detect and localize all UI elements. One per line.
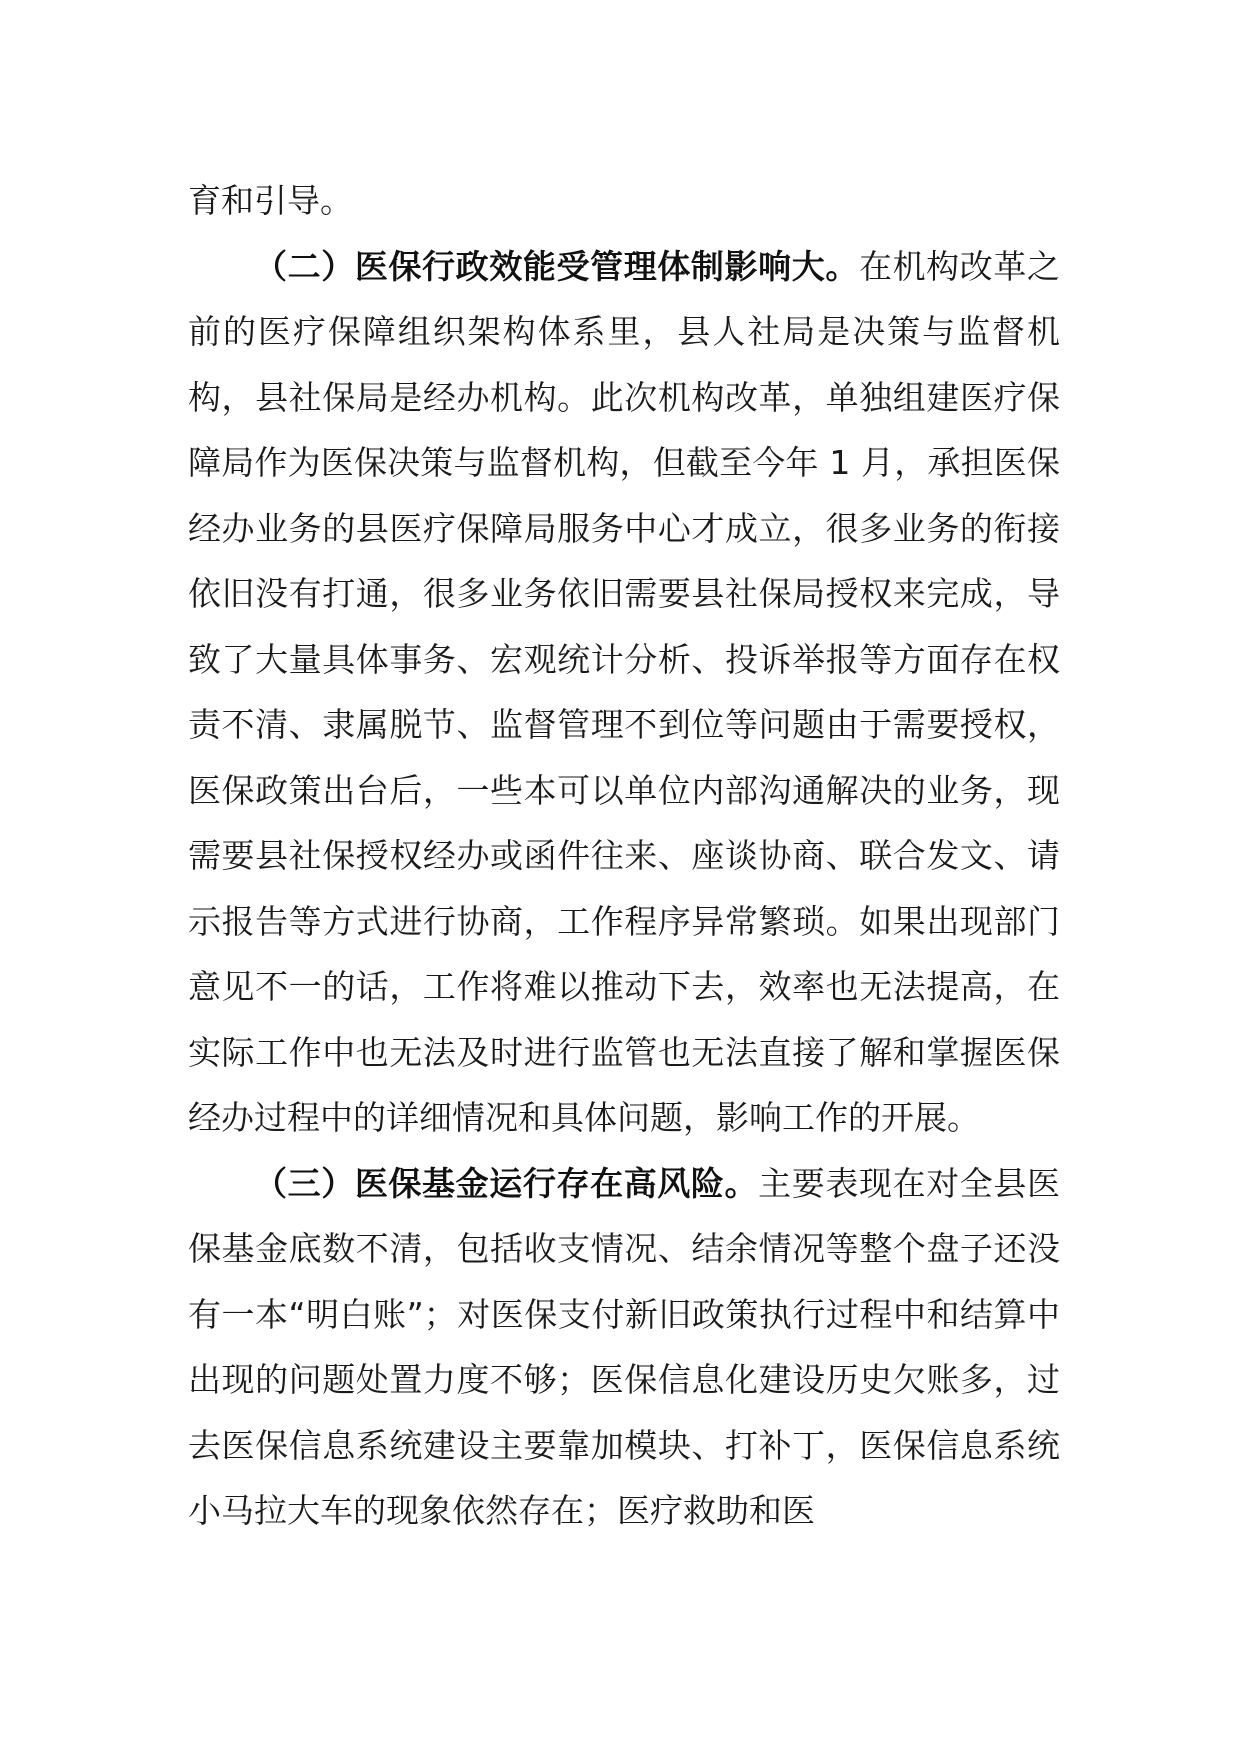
section-3-heading: （三）医保基金运行存在高风险。 xyxy=(254,1163,759,1203)
section-2-heading: （二）医保行政效能受管理体制影响大。 xyxy=(254,246,859,286)
section-3-body: 主要表现在对全县医保基金底数不清，包括收支情况、结余情况等整个盘子还没有一本“明白账”；对医保支付新旧政策执行过程中和结算中出现的问题处置力度不够；医保信息化建设历史欠账多，过去医保信息系统建设主要靠加模块、打补丁，医保信息系统小马拉大车的现象依然存在；医疗救助和医 xyxy=(188,1163,1061,1530)
paragraph-section-3 xyxy=(188,1151,1060,1544)
paragraph-continuation: 育和引导。 xyxy=(188,181,353,220)
document-body xyxy=(188,168,1060,1544)
paragraph-section-2 xyxy=(188,234,1060,1151)
section-2-body: 在机构改革之前的医疗保障组织架构体系里，县人社局是决策与监督机构，县社保局是经办机构。此次机构改革，单独组建医疗保障局作为医保决策与监督机构，但截至今年 1 月，承担医保经办业务的县医疗保障局服务中心才成立，很多业务的衔接依旧没有打通，很多业务依旧需要县社保局授权来完成，导致了大量具体事务、宏观统计分析、投诉举报等方面存在权责不清、隶属脱节、监督管理不到位等问题由于需要授权，医保政策出台后，一些本可以单位内部沟通解决的业务，现需要县社保授权经办或函件往来、座谈协商、联合发文、请示报告等方式进行协商，工作程序异常繁琐。如果出现部门意见不一的话，工作将难以推动下去，效率也无法提高，在实际工作中也无法及时进行监管也无法直接了解和掌握医保经办过程中的详细情况和具体问题，影响工作的开展。 xyxy=(188,246,1061,1137)
